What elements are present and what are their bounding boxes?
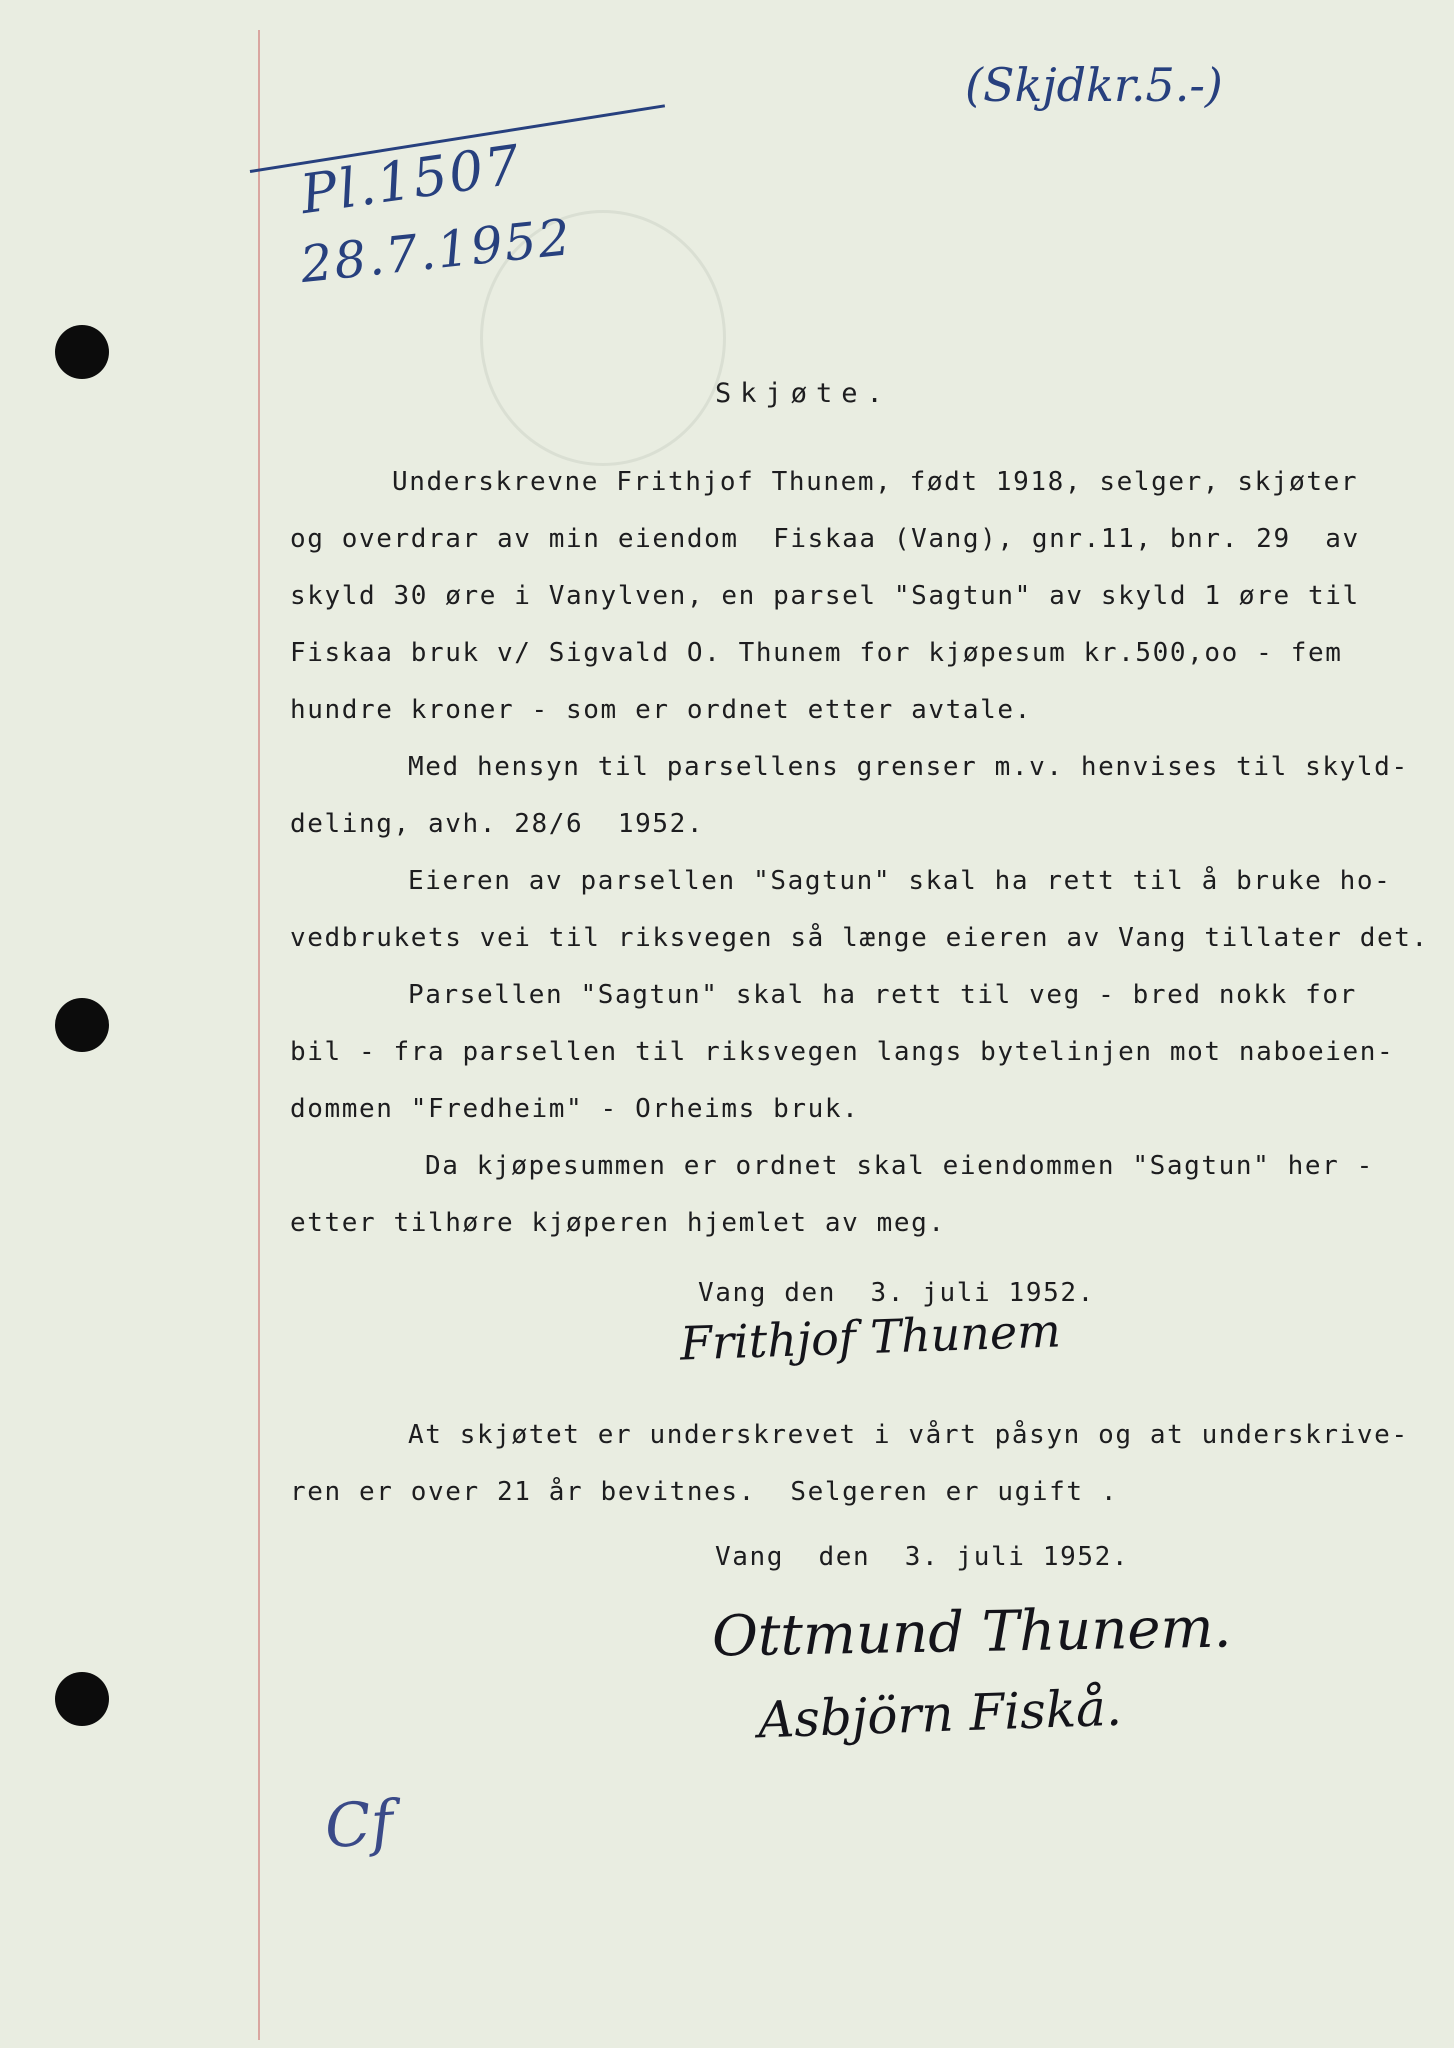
body-line: Med hensyn til parsellens grenser m.v. henvises til skyld-	[408, 752, 1409, 782]
signature-seller: Frithjof Thunem	[679, 1303, 1062, 1371]
body-line: dommen "Fredheim" - Orheims bruk.	[290, 1094, 860, 1124]
place-date-seller: Vang den 3. juli 1952.	[698, 1278, 1095, 1308]
punch-hole	[55, 1672, 109, 1726]
signature-witness: Ottmund Thunem.	[711, 1595, 1232, 1670]
body-line: deling, avh. 28/6 1952.	[290, 809, 705, 839]
punch-hole	[55, 325, 109, 379]
body-line: etter tilhøre kjøperen hjemlet av meg.	[290, 1208, 946, 1238]
body-line: bil - fra parsellen til riksvegen langs bytelinjen mot naboeien-	[290, 1037, 1395, 1067]
witness-line: ren er over 21 år bevitnes. Selgeren er ugift .	[290, 1477, 1119, 1507]
signature-witness: Asbjörn Fiskå.	[757, 1678, 1123, 1750]
body-line: vedbrukets vei til riksvegen så længe eieren av Vang tillater det.	[290, 923, 1429, 953]
body-line: Parsellen "Sagtun" skal ha rett til veg - bred nokk for	[408, 980, 1357, 1010]
handwritten-top-right-note: (Skjdkr.5.-)	[965, 58, 1223, 112]
body-line: Fiskaa bruk v/ Sigvald O. Thunem for kjøpesum kr.500,oo - fem	[290, 638, 1343, 668]
handwritten-reference-number: Pl.1507	[296, 132, 526, 227]
handwritten-initials: Cf	[322, 1787, 396, 1863]
body-line: og overdrar av min eiendom Fiskaa (Vang), gnr.11, bnr. 29 av	[290, 524, 1360, 554]
body-line: Da kjøpesummen er ordnet skal eiendommen "Sagtun" her -	[425, 1151, 1374, 1181]
witness-line: At skjøtet er underskrevet i vårt påsyn og at underskrive-	[408, 1420, 1409, 1450]
body-line: hundre kroner - som er ordnet etter avtale.	[290, 695, 1032, 725]
place-date-witness: Vang den 3. juli 1952.	[715, 1542, 1130, 1572]
body-line: Eieren av parsellen "Sagtun" skal ha rett til å bruke ho-	[408, 866, 1392, 896]
body-line: Underskrevne Frithjof Thunem, født 1918, selger, skjøter	[392, 467, 1359, 497]
punch-hole	[55, 998, 109, 1052]
document-title: Skjøte.	[715, 378, 892, 409]
handwritten-reference-date: 28.7.1952	[297, 207, 575, 295]
body-line: skyld 30 øre i Vanylven, en parsel "Sagtun" av skyld 1 øre til	[290, 581, 1360, 611]
margin-rule	[258, 30, 260, 2040]
